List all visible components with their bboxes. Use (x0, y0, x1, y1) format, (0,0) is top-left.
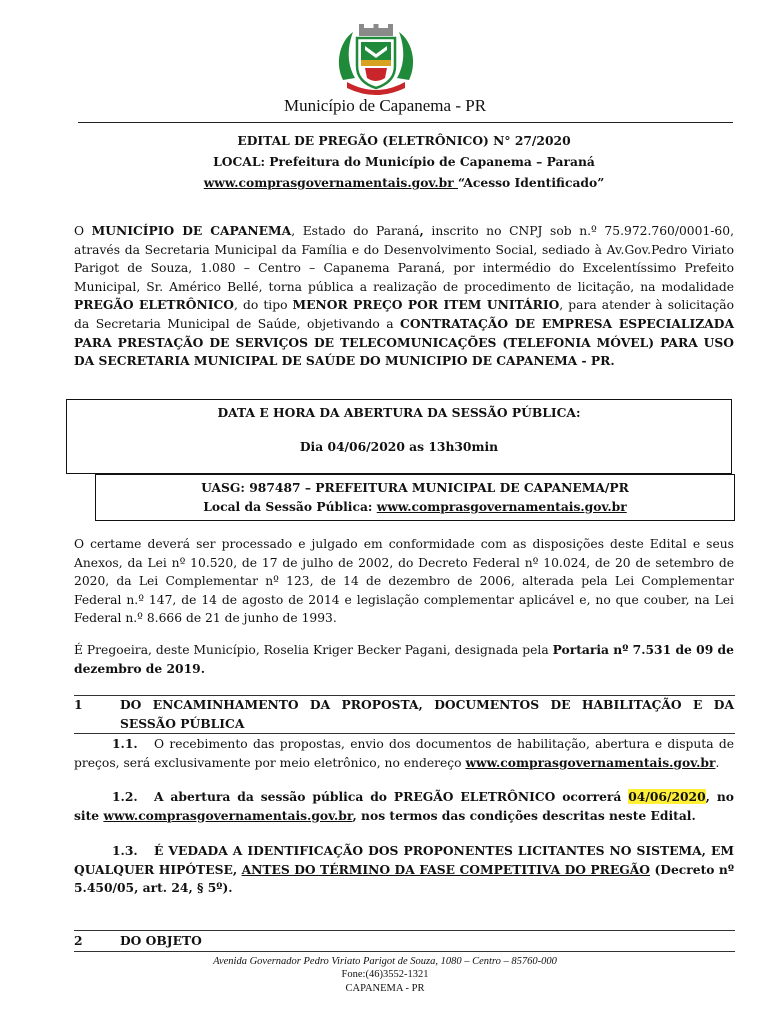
legal-basis-paragraph: O certame deverá ser processado e julgado em conformidade com as disposições deste Edital e seus Anexos, da Lei nº 10.520, de 17 de julho de 2002, do Decreto Federal nº 10.024, de 20 de setembro de 2020, da Lei Complementar nº 123, de 14 de dezembro de 2006, alterada pela Lei Complementar Federal n.º 147, de 14 de agosto de 2014 e legislação complementar aplicável e, no que couber, na Lei Federal n.º 8.666 de 21 de junho de 1993. (74, 537, 734, 626)
pregoeira-paragraph: É Pregoeira, deste Município, Roselia Kriger Becker Pagani, designada pela Portaria nº 7.531 de 09 de dezembro de 2019. (74, 642, 734, 676)
uasg-line: UASG: 987487 – PREFEITURA MUNICIPAL DE CAPANEMA/PR (201, 480, 629, 495)
footer-phone: Fone:(46)3552-1321 (341, 969, 429, 980)
municipality-name: Município de Capanema - PR (283, 96, 487, 115)
session-date-label: DATA E HORA DA ABERTURA DA SESSÃO PÚBLICA: (217, 405, 581, 420)
intro-paragraph: O MUNICÍPIO DE CAPANEMA, Estado do Paraná, inscrito no CNPJ sob n.º 75.972.760/0001-60, através da Secretaria Municipal da Família e do Desenvolvimento Social, sediado à Av.Gov.Pedro Viriato Parigot de Souza, 1.080 – Centro – Capanema Paraná, por intermédio do Excelentíssimo Prefeito Municipal, Sr. Américo Bellé, torna pública a realização de procedimento de licitação, na modalidade PREGÃO ELETRÔNICO, do tipo MENOR PREÇO POR ITEM UNITÁRIO, para atender à solicitação da Secretaria Municipal de Saúde, objetivando a CONTRATAÇÃO DE EMPRESA ESPECIALIZADA PARA PRESTAÇÃO DE SERVIÇOS DE TELECOMUNICAÇÕES (TELEFONIA MÓVEL) PARA USO DA SECRETARIA MUNICIPAL DE SAÚDE DO MUNICIPIO DE CAPANEMA - PR. (74, 223, 735, 369)
section-1-number: 1 (74, 697, 83, 712)
session-site-link[interactable]: www.comprasgovernamentais.gov.br (376, 499, 627, 514)
edital-location: LOCAL: Prefeitura do Município de Capanema – Paraná (213, 154, 595, 169)
section-2-bottom-rule (74, 951, 735, 952)
section-1-bottom-rule (74, 733, 735, 734)
section-1-title: DO ENCAMINHAMENTO DA PROPOSTA, DOCUMENTOS DE HABILITAÇÃO E DA SESSÃO PÚBLICA (120, 697, 734, 731)
access-type: “Acesso Identificado” (457, 175, 605, 190)
section-1-heading (74, 696, 734, 734)
section-2-top-rule (74, 930, 735, 931)
edital-site-line (74, 172, 734, 193)
edital-title-block (74, 130, 734, 193)
session-datetime: Dia 04/06/2020 as 13h30min (299, 439, 499, 454)
footer-city: CAPANEMA - PR (345, 983, 425, 994)
section-2-number: 2 (74, 933, 83, 948)
highlighted-date: 04/06/2020 (628, 789, 706, 804)
section-2-heading (74, 932, 734, 951)
header-divider (78, 122, 733, 123)
compras-link[interactable]: www.comprasgovernamentais.gov.br (203, 175, 458, 190)
item-1-3: 1.3. É VEDADA A IDENTIFICAÇÃO DOS PROPONENTES LICITANTES NO SISTEMA, EM QUALQUER HIPÓTESE, ANTES DO TÉRMINO DA FASE COMPETITIVA DO PREGÃO (Decreto nº 5.450/05, art. 24, § 5º). (74, 843, 734, 896)
section-2-title: DO OBJETO (120, 933, 202, 948)
edital-title: EDITAL DE PREGÃO (ELETRÔNICO) N° 27/2020 (237, 133, 571, 148)
session-date-box (66, 399, 732, 474)
item-1-1: 1.1. O recebimento das propostas, envio dos documentos de habilitação, abertura e disputa de preços, será exclusivamente por meio eletrônico, no endereço www.comprasgovernamentais.gov.br. (74, 736, 734, 770)
session-location-line: Local da Sessão Pública: www.comprasgovernamentais.gov.br (203, 499, 627, 514)
municipal-coat-of-arms-icon (335, 24, 417, 98)
item-1-1-link[interactable]: www.comprasgovernamentais.gov.br (465, 754, 716, 770)
item-1-2: 1.2. A abertura da sessão pública do PREGÃO ELETRÔNICO ocorrerá 04/06/2020, no site www.comprasgovernamentais.gov.br, nos termos das condições descritas neste Edital. (74, 789, 734, 823)
footer-address: Avenida Governador Pedro Viriato Parigot de Souza, 1080 – Centro – 85760-000 (213, 956, 557, 967)
uasg-box (95, 474, 735, 521)
item-1-2-link[interactable]: www.comprasgovernamentais.gov.br (103, 807, 353, 823)
